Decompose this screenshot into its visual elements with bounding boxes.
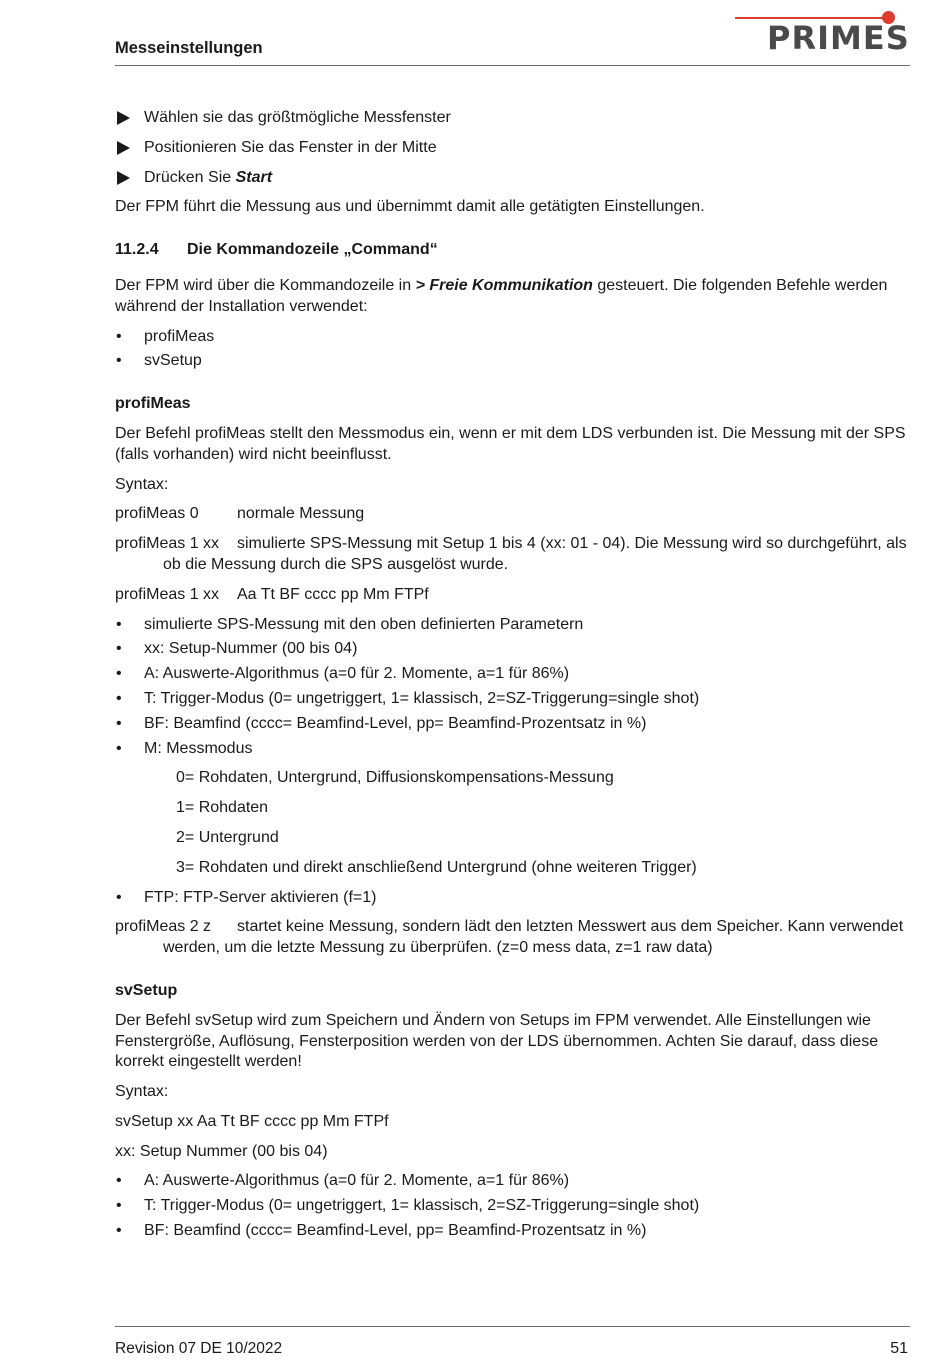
step-item: [115, 168, 910, 189]
step-item: [115, 138, 910, 159]
mode-item: 1= Rohdaten: [176, 799, 269, 817]
page-header: [115, 10, 910, 66]
bullet-icon: •: [116, 739, 122, 757]
primes-logo: [735, 10, 910, 60]
command-definition: [115, 534, 910, 576]
page-content: [115, 108, 910, 1251]
mode-item: 3= Rohdaten und direkt anschließend Untergrund (ohne weiteren Trigger): [176, 858, 697, 876]
list-item-text: FTP: FTP-Server aktivieren (f=1): [144, 888, 377, 906]
bullet-icon: •: [116, 714, 122, 732]
arrow-right-icon: [117, 171, 130, 185]
list-item-text: A: Auswerte-Algorithmus (a=0 für 2. Momente, a=1 für 86%): [144, 665, 570, 683]
list-item-text: A: Auswerte-Algorithmus (a=0 für 2. Momente, a=1 für 86%): [144, 1172, 570, 1190]
param-list: [115, 615, 910, 760]
page-number: 51: [890, 1340, 908, 1357]
step-emphasis: Start: [235, 168, 273, 186]
list-item: [115, 327, 910, 348]
command-desc: simulierte SPS-Messung mit Setup 1 bis 4 (xx: 01 - 04). Die Messung wird so durchgeführt, als ob die Messung durch die SPS ausgelöst wurde.: [163, 535, 907, 573]
syntax-line: svSetup xx Aa Tt BF cccc pp Mm FTPf: [115, 1112, 389, 1130]
section-heading: [115, 240, 910, 261]
command-desc: normale Messung: [237, 505, 365, 523]
bullet-icon: •: [116, 640, 122, 658]
bullet-icon: •: [116, 689, 122, 707]
bullet-icon: •: [116, 327, 122, 345]
intro-paragraph: [115, 276, 910, 318]
bullet-icon: •: [116, 1172, 122, 1190]
paragraph: Der Befehl svSetup wird zum Speichern und Ändern von Setups im FPM verwendet. Alle Einstellungen wie Fenstergröße, Auflösung, Fensterposition werden von der LDS übernommen. Achten Sie darauf, dass diese korrekt eingestellt werden!: [115, 1011, 879, 1071]
bullet-icon: •: [116, 352, 122, 370]
param-list: [115, 1171, 910, 1241]
bullet-icon: •: [116, 888, 122, 906]
section-title: Die Kommandozeile „Command“: [187, 241, 438, 259]
bullet-icon: •: [116, 615, 122, 633]
command-desc: Aa Tt BF cccc pp Mm FTPf: [237, 585, 429, 603]
revision-label: Revision 07 DE 10/2022: [115, 1340, 283, 1357]
list-item: [115, 1196, 910, 1217]
subheading-profimeas: profiMeas: [115, 395, 191, 413]
list-item-text: xx: Setup-Nummer (00 bis 04): [144, 640, 358, 658]
list-item-text: T: Trigger-Modus (0= ungetriggert, 1= klassisch, 2=SZ-Triggerung=single shot): [144, 1197, 700, 1215]
list-item: [115, 1171, 910, 1192]
list-item-text: profiMeas: [144, 327, 215, 345]
logo-wordmark: PRIMES: [767, 19, 910, 57]
intro-text: gesteuert. Die folgenden Befehle werden während der Installation verwendet:: [115, 276, 888, 315]
menu-path: > Freie Kommunikation: [415, 276, 593, 294]
syntax-label: Syntax:: [115, 1083, 169, 1101]
page-footer: [115, 1326, 910, 1357]
command-term: profiMeas 0: [115, 505, 199, 523]
list-item: [115, 1221, 910, 1242]
paragraph: Der FPM führt die Messung aus und übernimmt damit alle getätigten Einstellungen.: [115, 198, 705, 216]
command-definition: [115, 917, 910, 959]
list-item-text: M: Messmodus: [144, 739, 253, 757]
arrow-right-icon: [117, 141, 130, 155]
paragraph: Der Befehl profiMeas stellt den Messmodus ein, wenn er mit dem LDS verbunden ist. Die Messung mit der SPS (falls vorhanden) wird nicht beeinflusst.: [115, 424, 906, 463]
list-item: [115, 664, 910, 685]
list-item: [115, 739, 910, 760]
step-item: [115, 108, 910, 129]
subheading-svsetup: svSetup: [115, 981, 178, 999]
intro-text: Der FPM wird über die Kommandozeile in: [115, 276, 416, 294]
list-item: [115, 689, 910, 710]
list-item-text: T: Trigger-Modus (0= ungetriggert, 1= klassisch, 2=SZ-Triggerung=single shot): [144, 689, 700, 707]
mode-item: 2= Untergrund: [176, 828, 279, 846]
command-term: profiMeas 1 xx: [115, 535, 220, 553]
arrow-right-icon: [117, 111, 130, 125]
command-desc: startet keine Messung, sondern lädt den letzten Messwert aus dem Speicher. Kann verwendet werden, um die letzte Messung zu überprüfen. (z=0 mess data, z=1 raw data): [163, 918, 904, 957]
bullet-icon: •: [116, 1197, 122, 1215]
list-item-text: BF: Beamfind (cccc= Beamfind-Level, pp= Beamfind-Prozentsatz in %): [144, 714, 647, 732]
list-item: [115, 351, 910, 372]
list-item-text: simulierte SPS-Messung mit den oben definierten Parametern: [144, 615, 584, 633]
list-item: [115, 615, 910, 636]
step-text: Wählen sie das größtmögliche Messfenster: [144, 109, 451, 126]
list-item: [115, 639, 910, 660]
step-text: Positionieren Sie das Fenster in der Mitte: [144, 138, 437, 156]
commands-list: [115, 327, 910, 373]
setup-number-line: xx: Setup Nummer (00 bis 04): [115, 1142, 328, 1160]
ftp-list: [115, 888, 910, 909]
command-definition: [115, 504, 910, 525]
list-item: [115, 714, 910, 735]
bullet-icon: •: [116, 665, 122, 683]
command-definition: [115, 585, 910, 606]
header-section-title: Messeinstellungen: [115, 39, 263, 57]
list-item-text: BF: Beamfind (cccc= Beamfind-Level, pp= Beamfind-Prozentsatz in %): [144, 1222, 647, 1240]
command-term: profiMeas 1 xx: [115, 585, 220, 603]
step-text: Drücken Sie: [144, 168, 236, 186]
syntax-label: Syntax:: [115, 475, 169, 493]
mode-item: 0= Rohdaten, Untergrund, Diffusionskompensations-Messung: [176, 769, 614, 787]
list-item-text: svSetup: [144, 352, 202, 370]
command-term: profiMeas 2 z: [115, 918, 212, 936]
section-number: 11.2.4: [115, 241, 159, 259]
bullet-icon: •: [116, 1222, 122, 1240]
list-item: [115, 888, 910, 909]
